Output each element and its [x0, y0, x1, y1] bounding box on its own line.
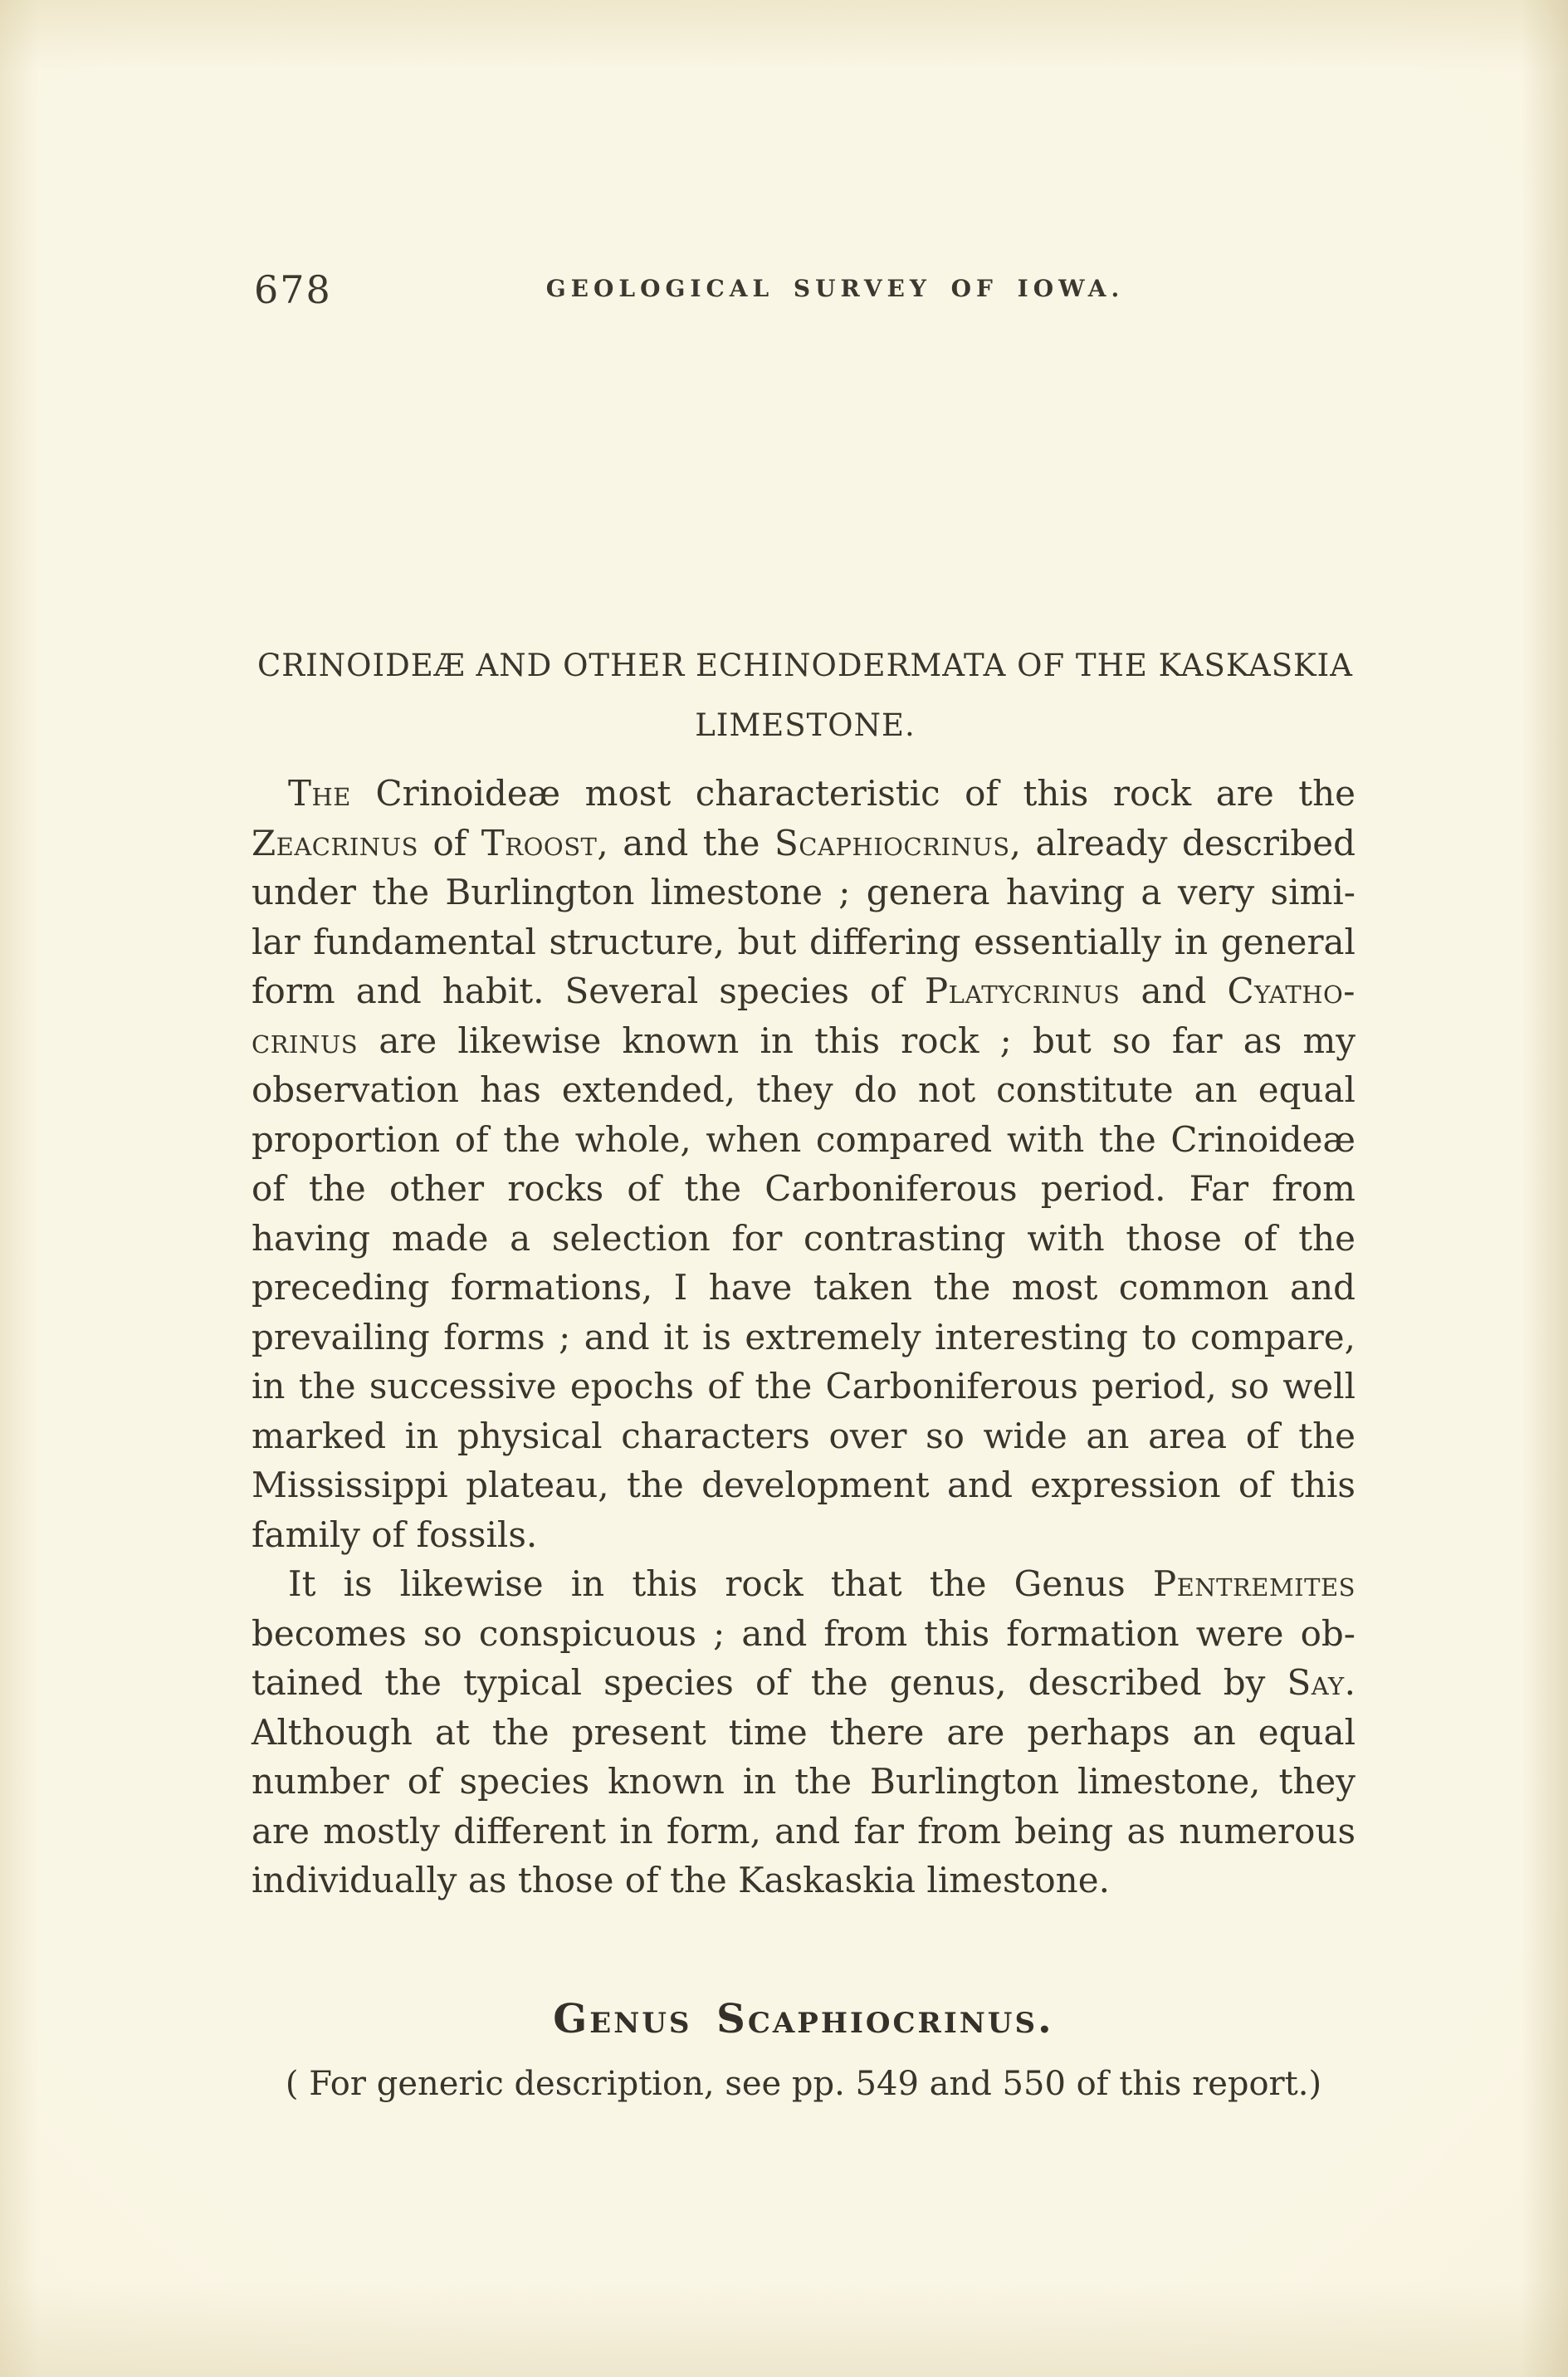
text-segment: Crinoideæ most characteristic of this rock are the: [350, 773, 1356, 814]
text-segment: Although at the present time there are perhaps an equal: [252, 1711, 1356, 1753]
text-segment: are likewise known in this rock ; but so far as my: [358, 1020, 1356, 1061]
text-segment: lar fundamental structure, but differing essentially in general: [252, 921, 1356, 962]
text-segment: Scaphiocrinus: [774, 822, 1010, 863]
text-segment: Pentremites: [1152, 1563, 1356, 1604]
text-segment: tained the typical species of the genus, described by: [252, 1662, 1287, 1703]
text-line: [252, 819, 1356, 868]
text-segment: Troost: [481, 822, 598, 863]
text-line: [252, 769, 1356, 819]
text-segment: marked in physical characters over so wide an area of the: [252, 1415, 1356, 1456]
text-line: [252, 1214, 1356, 1264]
text-line: [252, 1807, 1356, 1856]
text-line: [252, 966, 1356, 1016]
text-line: [252, 868, 1356, 917]
text-segment: are mostly different in form, and far from being as numerous: [252, 1810, 1356, 1851]
text-line: [252, 1757, 1356, 1807]
text-segment: Say: [1287, 1662, 1345, 1703]
text-segment: proportion of the whole, when compared with the Crinoideæ: [252, 1118, 1356, 1160]
text-line: [252, 1658, 1356, 1708]
text-segment: crinus: [252, 1020, 359, 1061]
text-line: [252, 1411, 1356, 1461]
text-segment: prevailing forms ; and it is extremely interesting to compare,: [252, 1316, 1356, 1357]
text-segment: having made a selection for contrasting with those of the: [252, 1217, 1356, 1259]
text-segment: .: [1344, 1662, 1356, 1703]
text-line: [252, 1510, 1356, 1560]
text-segment: observation has extended, they do not constitute an equal: [252, 1069, 1356, 1110]
text-line: [252, 1708, 1356, 1758]
text-segment: Platycrinus: [924, 971, 1121, 1011]
text-segment: of the other rocks of the Carboniferous period. Far from: [252, 1168, 1356, 1209]
text-segment: , and the: [597, 822, 775, 863]
text-segment: becomes so conspicuous ; and from this formation were ob-: [252, 1612, 1356, 1654]
body-text: [252, 769, 1356, 1905]
page-number: 678: [254, 267, 332, 312]
running-header: [254, 267, 1358, 312]
text-segment: in the successive epochs of the Carboniferous period, so well: [252, 1366, 1356, 1406]
running-title: GEOLOGICAL SURVEY OF IOWA.: [545, 275, 1125, 302]
text-segment: Cyatho-: [1227, 971, 1356, 1011]
text-segment: The: [288, 773, 351, 814]
section-heading-line2: LIMESTONE.: [695, 707, 916, 743]
section-heading-line1: CRINOIDEÆ AND OTHER ECHINODERMATA OF THE KASKASKIA: [256, 648, 1354, 683]
text-line: [252, 1362, 1356, 1411]
genus-heading: Genus Scaphiocrinus.: [553, 1996, 1054, 2042]
text-segment: Zeacrinus: [252, 822, 418, 863]
text-line: [252, 1559, 1356, 1609]
section-heading: [241, 636, 1370, 756]
text-segment: number of species known in the Burlington limestone, they: [252, 1761, 1356, 1802]
text-segment: , already described: [1009, 822, 1356, 863]
text-line: [252, 1115, 1356, 1165]
paragraph-1: [252, 769, 1356, 1559]
text-line: [252, 1164, 1356, 1214]
text-line: [252, 1065, 1356, 1115]
text-line: [252, 1263, 1356, 1313]
paragraph-2: [252, 1559, 1356, 1905]
text-line: [252, 1460, 1356, 1510]
text-segment: preceding formations, I have taken the most common and: [252, 1267, 1356, 1308]
text-segment: under the Burlington limestone ; genera having a very simi-: [252, 872, 1356, 912]
text-line: [252, 1016, 1356, 1066]
text-line: [252, 1856, 1356, 1905]
text-segment: form and habit. Several species of: [252, 971, 925, 1011]
text-segment: of: [418, 822, 481, 863]
text-line: [252, 917, 1356, 967]
genus-note: ( For generic description, see pp. 549 and 550 of this report.): [285, 2065, 1322, 2103]
text-line: [252, 1313, 1356, 1362]
text-line: [252, 1609, 1356, 1659]
text-segment: Mississippi plateau, the development and expression of this: [252, 1465, 1356, 1505]
text-segment: individually as those of the Kaskaskia limestone.: [252, 1860, 1110, 1900]
text-segment: family of fossils.: [252, 1514, 538, 1555]
text-segment: and: [1120, 971, 1228, 1011]
text-segment: It is likewise in this rock that the Genus: [288, 1563, 1153, 1604]
